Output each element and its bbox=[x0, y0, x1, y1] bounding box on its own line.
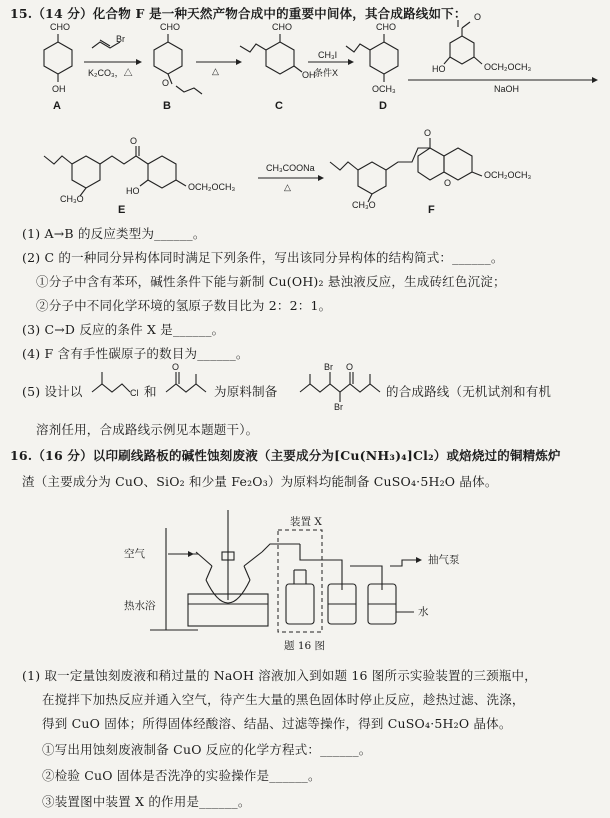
figure-caption: 题 16 图 bbox=[284, 640, 326, 652]
q15-sub2-cond1: ①分子中含有苯环，碱性条件下能与新制 Cu(OH)₂ 悬浊液反应，生成砖红色沉淀； bbox=[36, 274, 506, 289]
q15-sub2: (2) C 的一种同分异构体同时满足下列条件，写出该同分异构体的结构简式：______。 bbox=[22, 250, 504, 265]
f-o-carbonyl: O bbox=[424, 128, 432, 138]
q16-item2: ②检验 CuO 固体是否洗净的实验操作是______。 bbox=[42, 768, 321, 783]
q16-header-line2: 渣（主要成分为 CuO、SiO₂ 和少量 Fe₂O₃）为原料均能制备 CuSO₄·5H₂O 晶体。 bbox=[22, 474, 498, 489]
device-x-label: 装置 X bbox=[290, 516, 322, 528]
d-cho-group: CHO bbox=[376, 22, 396, 32]
compound-label-b: B bbox=[163, 100, 171, 112]
b-cho-group: CHO bbox=[160, 22, 180, 32]
q15-sub3: (3) C→D 反应的条件 X 是______。 bbox=[22, 322, 225, 337]
sub5-br-top: Br bbox=[324, 362, 333, 372]
reagent-och2och3: OCH₂OCH₃ bbox=[484, 62, 532, 72]
f-ch3o-group: CH₃O bbox=[352, 200, 376, 210]
q15-sub5-post: 的合成路线（无机试剂和有机 bbox=[386, 384, 552, 399]
water-label: 水 bbox=[418, 606, 429, 618]
air-label: 空气 bbox=[124, 548, 145, 560]
q15-sub1: (1) A→B 的反应类型为______。 bbox=[22, 226, 206, 241]
e-ho-group: HO bbox=[126, 186, 140, 196]
q15-sub5-prefix: (5) 设计以 bbox=[22, 384, 83, 399]
q15-sub5-and: 和 bbox=[144, 384, 157, 399]
q16-header-line1: 16.（16 分）以印刷线路板的碱性蚀刻废液（主要成分为[Cu(NH₃)₄]Cl₂）或焙烧过的铜精炼炉 bbox=[10, 448, 561, 463]
a-oh-group: OH bbox=[52, 84, 66, 94]
q15-sub5-mid: 为原料制备 bbox=[214, 384, 278, 399]
q16-item1: ①写出用蚀刻废液制备 CuO 反应的化学方程式：______。 bbox=[42, 742, 372, 757]
e-och2och3: OCH₂OCH₃ bbox=[188, 182, 236, 192]
pump-label: 抽气泵 bbox=[428, 554, 460, 566]
e-ch3o-group: CH₃O bbox=[60, 194, 84, 204]
c-oh-group: OH bbox=[302, 70, 316, 80]
d-och3-group: OCH₃ bbox=[372, 84, 396, 94]
reagent-o-atom: O bbox=[474, 12, 482, 22]
compound-label-f: F bbox=[428, 204, 435, 216]
condition-naoh: NaOH bbox=[494, 84, 520, 94]
allyl-bromide-br: Br bbox=[116, 34, 125, 44]
f-o-ring: O bbox=[444, 178, 452, 188]
synthesis-scheme-row1 bbox=[0, 0, 610, 260]
compound-label-a: A bbox=[53, 100, 61, 112]
reagent-ch3i: CH₃I bbox=[318, 50, 338, 60]
reagent-ho-group: HO bbox=[432, 64, 446, 74]
q16-para-line2: 在搅拌下加热反应并通入空气，待产生大量的黑色固体时停止反应，趁热过滤、洗涤， bbox=[42, 692, 525, 707]
q16-para-line3: 得到 CuO 固体；所得固体经酸溶、结晶、过滤等操作，得到 CuSO₄·5H₂O 晶体。 bbox=[42, 716, 512, 731]
f-och2och3: OCH₂OCH₃ bbox=[484, 170, 532, 180]
sub5-target-o: O bbox=[346, 362, 354, 372]
q15-sub5-line2: 溶剂任用，合成路线示例见本题题干）。 bbox=[36, 422, 259, 437]
q16-item3: ③装置图中装置 X 的作用是______。 bbox=[42, 794, 251, 809]
condition-k2co3: K₂CO₃，△ bbox=[88, 68, 133, 78]
q15-sub2-cond2: ②分子中不同化学环境的氢原子数目比为 2：2：1。 bbox=[36, 298, 332, 313]
q15-header: 15.（14 分）化合物 F 是一种天然产物合成中的重要中间体，其合成路线如下： bbox=[10, 6, 467, 21]
condition-x: 条件X bbox=[314, 68, 339, 78]
q15-sub4: (4) F 含有手性碳原子的数目为______。 bbox=[22, 346, 249, 361]
compound-label-c: C bbox=[275, 100, 283, 112]
q16-para-line1: (1) 取一定量蚀刻废液和稍过量的 NaOH 溶液加入到如题 16 图所示实验装置的三颈瓶中， bbox=[22, 668, 537, 683]
compound-label-e: E bbox=[118, 204, 126, 216]
a-cho-group: CHO bbox=[50, 22, 70, 32]
sub5-cl-atom: Cl bbox=[130, 388, 139, 398]
condition-delta-2: △ bbox=[284, 182, 291, 192]
reagent-ch3coona: CH₃COONa bbox=[266, 163, 315, 173]
c-cho-group: CHO bbox=[272, 22, 292, 32]
b-o-atom: O bbox=[162, 78, 170, 88]
compound-label-d: D bbox=[379, 100, 387, 112]
condition-delta-1: △ bbox=[212, 66, 219, 76]
bath-label: 热水浴 bbox=[124, 600, 156, 612]
e-o-atom: O bbox=[130, 136, 138, 146]
sub5-ketone-o: O bbox=[172, 362, 180, 372]
sub5-br-bottom: Br bbox=[334, 402, 343, 412]
